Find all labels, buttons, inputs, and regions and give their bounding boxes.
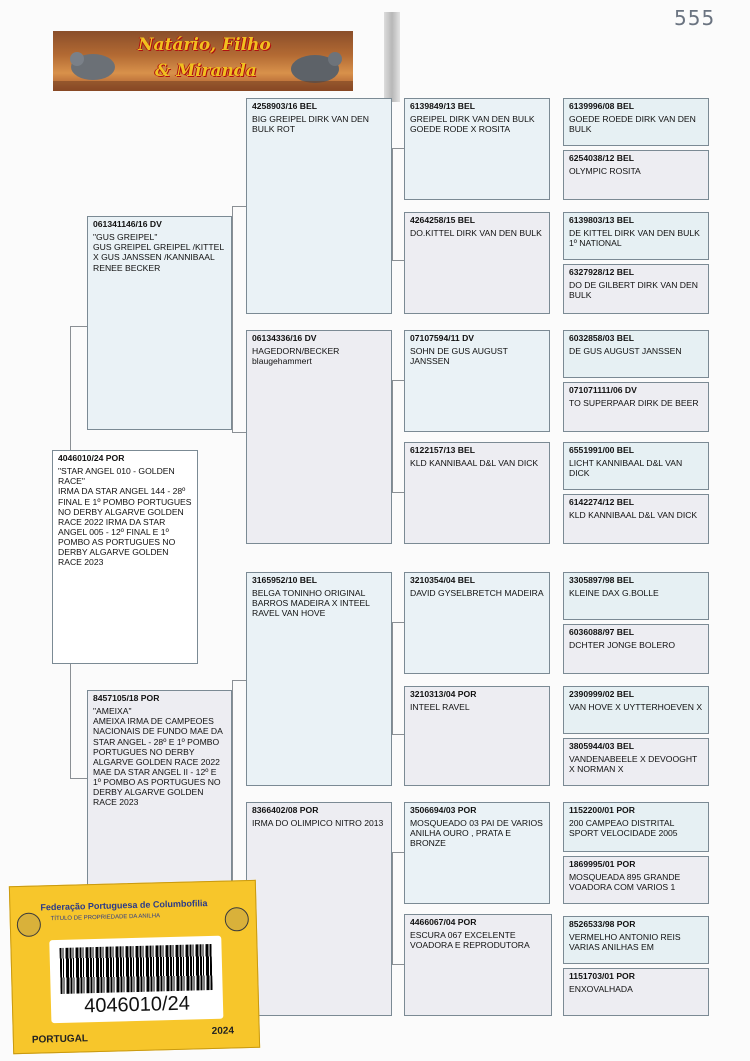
pedigree-note: OLYMPIC ROSITA [569,166,641,177]
ring-number: 6551991/00 BEL [569,445,634,455]
ring-number: 1869995/01 POR [569,859,636,869]
pedigree-note: VERMELHO ANTONIO REIS VARIAS ANILHAS EM [569,932,681,953]
pedigree-grandsire-maternal [246,572,392,786]
pedigree-note: DCHTER JONGE BOLERO [569,640,676,651]
pedigree-ggp-8 [404,914,552,1016]
ring-number: 061341146/16 DV [93,219,162,229]
pedigree-gggp-12 [563,738,709,786]
ring-number: 8366402/08 POR [252,805,319,815]
pedigree-note: DO DE GILBERT DIRK VAN DEN BULK [569,280,698,301]
pedigree-note: IRMA DO OLIMPICO NITRO 2013 [252,818,384,829]
connector [70,664,71,778]
pedigree-note: DE GUS AUGUST JANSSEN [569,346,682,357]
pedigree-note: ESCURA 067 EXCELENTE VOADORA E REPRODUTORA [410,930,530,951]
connector [392,852,404,853]
pedigree-note: DE KITTEL DIRK VAN DEN BULK 1º NATIONAL [569,228,700,249]
card-title: TÍTULO DE PROPRIEDADE DA ANILHA [50,913,161,923]
pedigree-gggp-6 [563,382,709,432]
connector [392,622,404,623]
ring-number: 3305897/98 BEL [569,575,634,585]
pedigree-note: 200 CAMPEAO DISTRITAL SPORT VELOCIDADE 2005 [569,818,678,839]
pedigree-ggp-5 [404,572,550,674]
pedigree-dam [87,690,232,900]
pedigree-gggp-15 [563,916,709,964]
ring-number: 6142274/12 BEL [569,497,634,507]
ring-ownership-card [9,880,260,1054]
ring-number: 3165952/10 BEL [252,575,317,585]
pedigree-granddam-maternal [246,802,392,1016]
pedigree-gggp-2 [563,150,709,200]
ring-number: 3805944/03 BEL [569,741,634,751]
pedigree-ggp-2 [404,212,550,314]
ring-number: 4046010/24 [83,992,191,1018]
pedigree-grandsire-paternal [246,98,392,314]
connector [70,778,87,779]
pedigree-ggp-7 [404,802,550,904]
ring-number: 3210354/04 BEL [410,575,475,585]
federation-name: Federação Portuguesa de Columbofilia [40,898,208,913]
pedigree-gggp-1 [563,98,709,146]
ring-number: 06134336/16 DV [252,333,317,343]
barcode-panel [49,936,223,1023]
breeder-logo [53,31,353,91]
seal-icon [224,907,249,932]
pedigree-gggp-8 [563,494,709,544]
connector [392,964,404,965]
pedigree-gggp-7 [563,442,709,490]
pedigree-note: INTEEL RAVEL [410,702,470,713]
connector [232,206,233,432]
ring-number: 3506694/03 POR [410,805,477,815]
pedigree-gggp-5 [563,330,709,378]
ring-number: 07107594/11 DV [410,333,475,343]
country: PORTUGAL [31,1033,89,1046]
ring-number: 6032858/03 BEL [569,333,634,343]
connector [232,206,246,207]
ring-number: 8457105/18 POR [93,693,160,703]
ring-number: 1152200/01 POR [569,805,635,815]
ring-number: 071071111/06 DV [569,385,637,395]
pedigree-note: GOEDE ROEDE DIRK VAN DEN BULK [569,114,696,135]
pedigree-note: BELGA TONINHO ORIGINAL BARROS MADEIRA X INTEEL RAVEL VAN HOVE [252,588,370,619]
pedigree-subject [52,450,198,664]
ring-number: 6036088/97 BEL [569,627,634,637]
pedigree-ggp-6 [404,686,550,786]
pedigree-gggp-9 [563,572,709,620]
pedigree-note: LICHT KANNIBAAL D&L VAN DICK [569,458,683,479]
pedigree-note: KLD KANNIBAAL D&L VAN DICK [410,458,539,469]
ring-number: 4466067/04 POR [410,917,477,927]
year: 2024 [211,1025,235,1037]
connector [392,734,404,735]
pedigree-ggp-3 [404,330,550,432]
page-number: 555 [674,6,716,30]
pedigree-gggp-10 [563,624,709,674]
pedigree-gggp-13 [563,802,709,852]
pedigree-note: MOSQUEADO 03 PAI DE VARIOS ANILHA OURO , PRATA E BRONZE [410,818,543,849]
connector [392,852,393,964]
pedigree-note: "GUS GREIPEL" GUS GREIPEL GREIPEL /KITTEL X GUS JANSSEN /KANNIBAAL RENEE BECKER [93,232,224,273]
connector [392,380,404,381]
connector [392,148,404,149]
pedigree-note: KLD KANNIBAAL D&L VAN DICK [569,510,698,521]
ring-number: 6254038/12 BEL [569,153,634,163]
logo-line-1: Natário, Filho [138,35,271,55]
pedigree-note: VAN HOVE X UYTTERHOEVEN X [569,702,703,713]
connector [392,148,393,260]
binding-mark [384,12,400,102]
barcode-icon [59,944,212,994]
seal-icon [17,912,42,937]
connector [70,326,71,450]
pedigree-gggp-4 [563,264,709,314]
connector [70,326,87,327]
pedigree-note: "STAR ANGEL 010 - GOLDEN RACE" IRMA DA STAR ANGEL 144 - 28º FINAL E 1º POMBO PORTUGUES NO DERBY ALGARVE GOLDEN RACE 2022 IRMA DA STAR ANGEL 005 - 12º FINAL E 1º POMBO AS PORTUGUES NO DERBY ALGARVE GOLDEN RACE 2023 [58,466,192,568]
ring-number: 4258903/16 BEL [252,101,317,111]
pedigree-note: "AMEIXA" AMEIXA IRMA DE CAMPEOES NACIONAIS DE FUNDO MAE DA STAR ANGEL - 28º E 1º POMBO PORTUGUES NO DERBY ALGARVE GOLDEN RACE 2022 MAE DA STAR ANGEL II - 12º E 1º POMBO AS PORTUGUES NO DERBY ALGARVE GOLDEN RACE 2023 [93,706,223,808]
pedigree-granddam-paternal [246,330,392,544]
ring-number: 6139996/08 BEL [569,101,634,111]
ring-number: 4046010/24 POR [58,453,125,463]
ring-number: 4264258/15 BEL [410,215,475,225]
ring-number: 8526533/98 POR [569,919,636,929]
pedigree-ggp-4 [404,442,550,544]
pedigree-note: DO.KITTEL DIRK VAN DEN BULK [410,228,542,239]
pedigree-gggp-14 [563,856,709,904]
pedigree-gggp-11 [563,686,709,734]
pedigree-note: SOHN DE GUS AUGUST JANSSEN [410,346,508,367]
pedigree-note: MOSQUEADA 895 GRANDE VOADORA COM VARIOS 1 [569,872,681,893]
pedigree-note: VANDENABEELE X DEVOOGHT X NORMAN X [569,754,698,775]
connector [392,380,393,492]
pedigree-note: DAVID GYSELBRETCH MADEIRA [410,588,544,599]
ring-number: 6327928/12 BEL [569,267,634,277]
connector [392,260,404,261]
connector [392,622,393,734]
ring-number: 2390999/02 BEL [569,689,634,699]
connector [232,432,246,433]
pedigree-gggp-16 [563,968,709,1016]
pedigree-ggp-1 [404,98,550,200]
connector [232,680,246,681]
ring-number: 1151703/01 POR [569,971,635,981]
ring-number: 6139803/13 BEL [569,215,634,225]
ring-number: 6139849/13 BEL [410,101,475,111]
ring-number: 6122157/13 BEL [410,445,475,455]
pedigree-note: GREIPEL DIRK VAN DEN BULK GOEDE RODE X ROSITA [410,114,535,135]
ring-number: 3210313/04 POR [410,689,477,699]
pedigree-gggp-3 [563,212,709,260]
pedigree-note: ENXOVALHADA [569,984,633,995]
pedigree-note: BIG GREIPEL DIRK VAN DEN BULK ROT [252,114,369,135]
pedigree-sire [87,216,232,430]
pedigree-note: TO SUPERPAAR DIRK DE BEER [569,398,699,409]
logo-line-2: & Miranda [155,61,257,81]
connector [392,492,404,493]
pedigree-note: HAGEDORN/BECKER blaugehammert [252,346,340,367]
pedigree-note: KLEINE DAX G.BOLLE [569,588,659,599]
connector [232,680,233,912]
